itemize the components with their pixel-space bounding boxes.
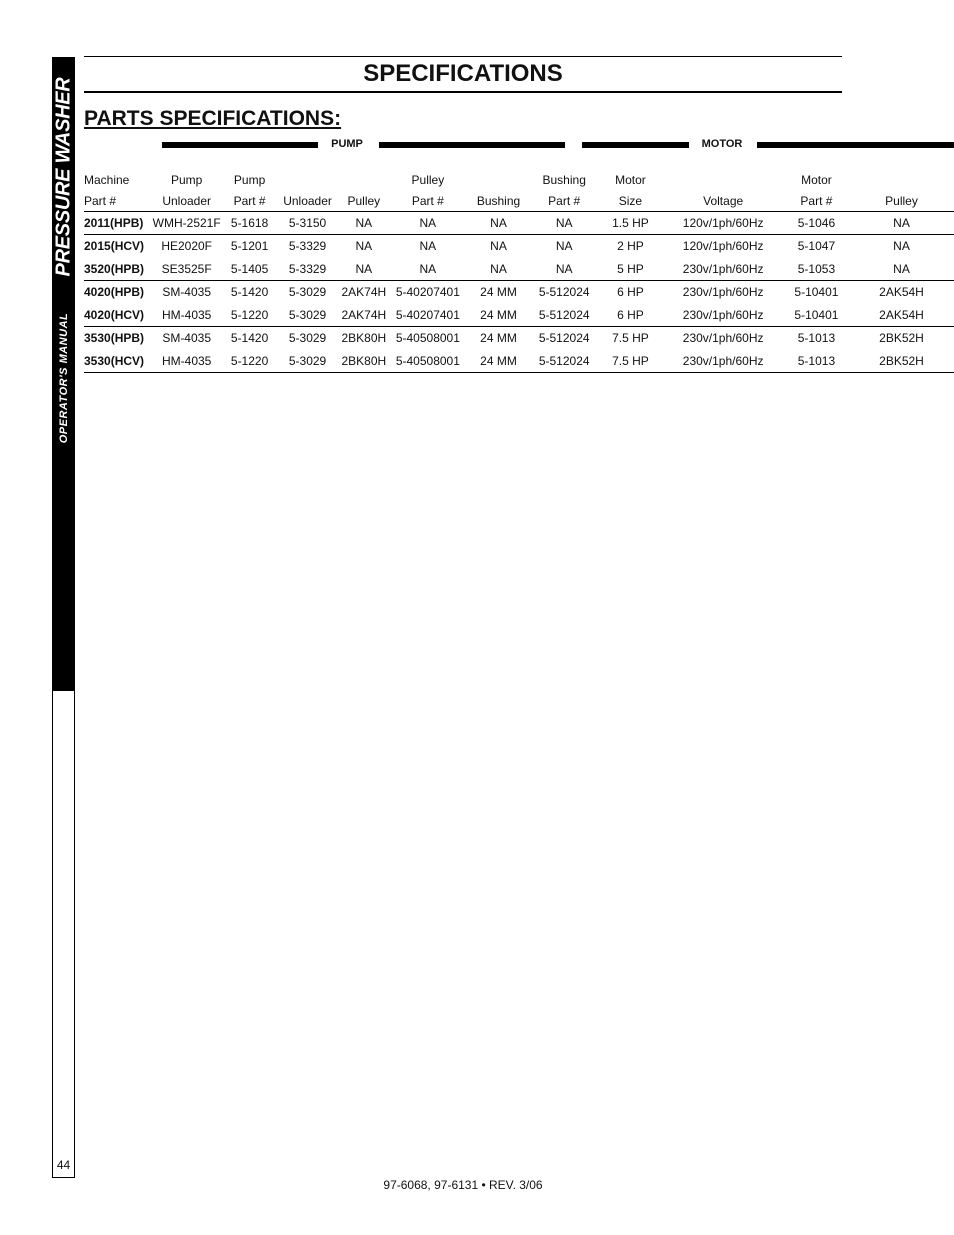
- table-cell: 230v/1ph/60Hz: [662, 350, 783, 373]
- table-cell: NA: [389, 258, 467, 281]
- table-cell: NA: [467, 258, 530, 281]
- table-cell: WMH-2521F: [150, 212, 223, 235]
- table-cell: NA: [339, 235, 389, 258]
- table-cell: HM-4035: [150, 350, 223, 373]
- table-cell: 1.5 HP: [598, 212, 662, 235]
- table-cell: 5-10401: [784, 304, 849, 327]
- table-cell: 2BK52H: [849, 327, 954, 350]
- table-cell: 2BK52H: [849, 350, 954, 373]
- header-cell: Bushing: [542, 172, 586, 187]
- table-cell: 5-40508001: [389, 327, 467, 350]
- header-cell: Part #: [84, 190, 150, 212]
- header-cell: Part #: [530, 190, 598, 212]
- motor-bar-left: [582, 142, 689, 148]
- table-cell: HE2020F: [150, 235, 223, 258]
- machine-part-cell: 3520(HPB): [84, 258, 150, 281]
- table-row: [84, 327, 954, 350]
- table-cell: NA: [389, 235, 467, 258]
- table-cell: 24 MM: [467, 304, 530, 327]
- table-header-row-1: [84, 169, 954, 190]
- table-cell: 7.5 HP: [598, 350, 662, 373]
- machine-part-cell: 3530(HPB): [84, 327, 150, 350]
- header-cell: [849, 169, 954, 190]
- header-cell: Bushing: [467, 190, 530, 212]
- table-cell: 5-3029: [276, 327, 339, 350]
- footer-revision: 97-6068, 97-6131 • REV. 3/06: [383, 1178, 543, 1192]
- table-cell: 5-3029: [276, 281, 339, 304]
- header-cell: Part #: [223, 190, 276, 212]
- header-cell: Unloader: [150, 190, 223, 212]
- header-cell: Machine: [84, 172, 130, 187]
- motor-group-label: MOTOR: [701, 138, 743, 150]
- table-cell: 5-1618: [223, 212, 276, 235]
- table-cell: 5-3329: [276, 258, 339, 281]
- table-row: [84, 281, 954, 304]
- table-cell: 5-1013: [784, 350, 849, 373]
- table-cell: 230v/1ph/60Hz: [662, 304, 783, 327]
- table-cell: SM-4035: [150, 327, 223, 350]
- sidebar-title: PRESSURE WASHER: [52, 77, 74, 277]
- table-cell: 24 MM: [467, 281, 530, 304]
- pump-bar-right: [379, 142, 565, 148]
- table-cell: 7.5 HP: [598, 327, 662, 350]
- table-cell: 5-1047: [784, 235, 849, 258]
- table-row: [84, 212, 954, 235]
- table-cell: NA: [849, 212, 954, 235]
- table-cell: NA: [467, 212, 530, 235]
- table-cell: 2AK74H: [339, 281, 389, 304]
- header-cell: Voltage: [662, 190, 783, 212]
- table-cell: 5-40207401: [389, 304, 467, 327]
- header-cell: Pump: [233, 172, 266, 187]
- table-cell: 230v/1ph/60Hz: [662, 327, 783, 350]
- page-number: 44: [56, 1158, 71, 1172]
- machine-part-cell: 2011(HPB): [84, 212, 150, 235]
- header-cell: [339, 169, 389, 190]
- header-cell: Pulley: [411, 172, 445, 187]
- sidebar: [52, 57, 75, 1178]
- table-cell: 5 HP: [598, 258, 662, 281]
- table-cell: 5-512024: [530, 327, 598, 350]
- table-cell: 120v/1ph/60Hz: [662, 235, 783, 258]
- table-cell: NA: [339, 212, 389, 235]
- table-cell: NA: [530, 212, 598, 235]
- table-cell: NA: [530, 258, 598, 281]
- table-cell: 5-40508001: [389, 350, 467, 373]
- header-cell: [467, 169, 530, 190]
- table-cell: 5-1201: [223, 235, 276, 258]
- table-cell: 5-512024: [530, 350, 598, 373]
- table-cell: 120v/1ph/60Hz: [662, 212, 783, 235]
- table-row: [84, 235, 954, 258]
- sidebar-subtitle: OPERATOR'S MANUAL: [57, 312, 70, 444]
- parts-specifications-table: [84, 169, 954, 373]
- table-cell: 230v/1ph/60Hz: [662, 281, 783, 304]
- table-row: [84, 258, 954, 281]
- page-title: SPECIFICATIONS: [363, 60, 563, 87]
- motor-bar-right: [757, 142, 954, 148]
- table-cell: 5-1053: [784, 258, 849, 281]
- table-cell: 5-1420: [223, 281, 276, 304]
- table-cell: 5-1220: [223, 304, 276, 327]
- table-cell: 2AK74H: [339, 304, 389, 327]
- table-cell: HM-4035: [150, 304, 223, 327]
- header-cell: Size: [598, 190, 662, 212]
- table-cell: 5-3329: [276, 235, 339, 258]
- table-cell: NA: [389, 212, 467, 235]
- header-cell: Part #: [784, 190, 849, 212]
- header-cell: Pump: [170, 172, 203, 187]
- pump-group-label: PUMP: [331, 138, 363, 150]
- table-cell: 5-3029: [276, 350, 339, 373]
- table-cell: 2BK80H: [339, 327, 389, 350]
- table-cell: SM-4035: [150, 281, 223, 304]
- machine-part-cell: 2015(HCV): [84, 235, 150, 258]
- table-cell: 2AK54H: [849, 304, 954, 327]
- machine-part-cell: 4020(HPB): [84, 281, 150, 304]
- table-cell: 5-40207401: [389, 281, 467, 304]
- table-header-row-2: [84, 190, 954, 212]
- pump-bar-left: [162, 142, 318, 148]
- table-cell: 24 MM: [467, 327, 530, 350]
- table-cell: 5-10401: [784, 281, 849, 304]
- header-cell: [662, 169, 783, 190]
- table-row: [84, 350, 954, 373]
- table-cell: 2 HP: [598, 235, 662, 258]
- table-cell: 6 HP: [598, 281, 662, 304]
- table-cell: 5-1220: [223, 350, 276, 373]
- table-cell: 5-1013: [784, 327, 849, 350]
- machine-part-cell: 3530(HCV): [84, 350, 150, 373]
- header-cell: [276, 169, 339, 190]
- table-cell: NA: [530, 235, 598, 258]
- table-cell: 230v/1ph/60Hz: [662, 258, 783, 281]
- header-cell: Pulley: [849, 190, 954, 212]
- table-row: [84, 304, 954, 327]
- section-heading: PARTS SPECIFICATIONS:: [84, 107, 342, 130]
- header-cell: Part #: [389, 190, 467, 212]
- table-cell: NA: [467, 235, 530, 258]
- table-cell: 5-3029: [276, 304, 339, 327]
- table-cell: SE3525F: [150, 258, 223, 281]
- table-cell: 5-1420: [223, 327, 276, 350]
- table-cell: 24 MM: [467, 350, 530, 373]
- header-cell: Motor: [615, 172, 646, 187]
- sidebar-black-band: [53, 58, 74, 691]
- title-top-rule: [84, 56, 842, 57]
- header-cell: Motor: [801, 172, 832, 187]
- table-cell: 2AK54H: [849, 281, 954, 304]
- machine-part-cell: 4020(HCV): [84, 304, 150, 327]
- header-cell: Unloader: [276, 190, 339, 212]
- table-cell: NA: [849, 258, 954, 281]
- table-cell: 5-512024: [530, 304, 598, 327]
- table-cell: NA: [339, 258, 389, 281]
- table-cell: 5-1046: [784, 212, 849, 235]
- header-cell: Pulley: [339, 190, 389, 212]
- table-cell: 5-3150: [276, 212, 339, 235]
- table-cell: 2BK80H: [339, 350, 389, 373]
- title-bottom-rule: [84, 91, 842, 93]
- table-cell: 6 HP: [598, 304, 662, 327]
- table-cell: 5-512024: [530, 281, 598, 304]
- table-cell: 5-1405: [223, 258, 276, 281]
- table-cell: NA: [849, 235, 954, 258]
